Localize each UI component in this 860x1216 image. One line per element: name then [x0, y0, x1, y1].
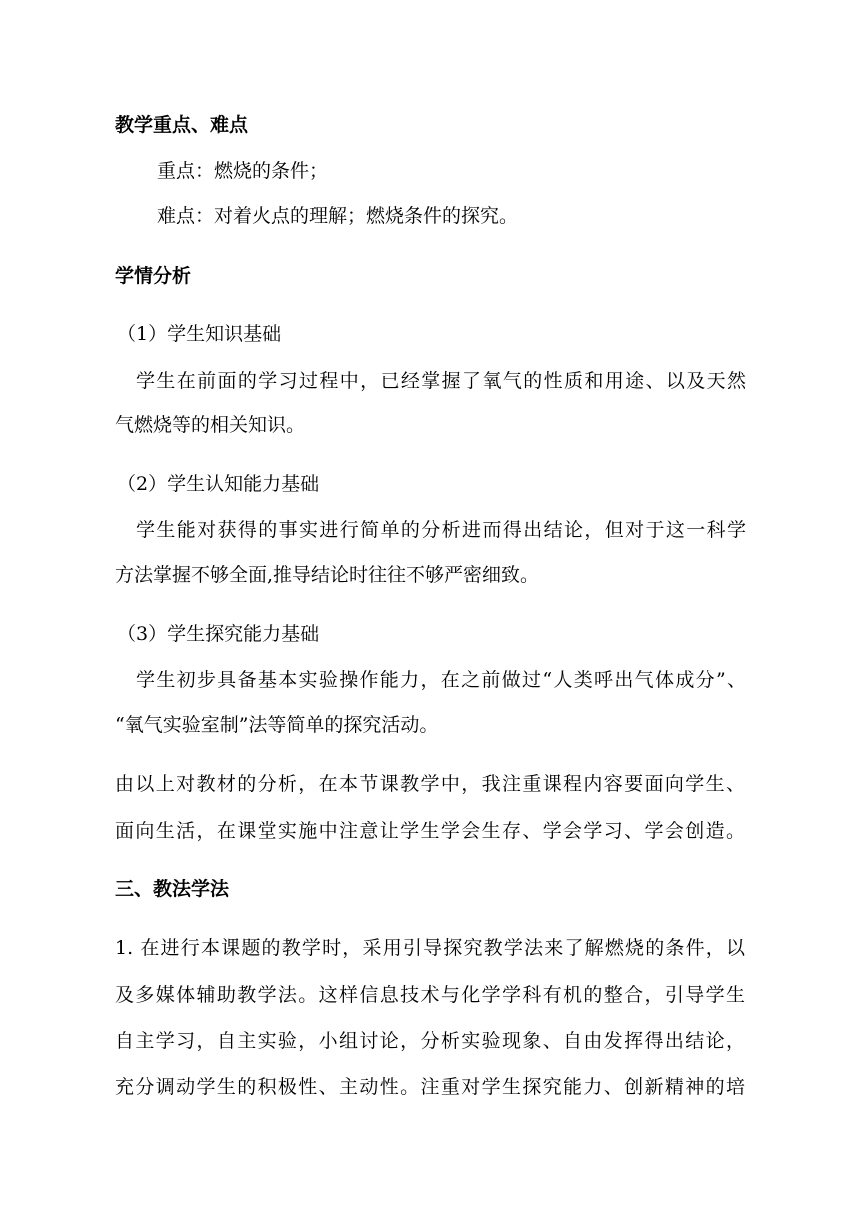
section-heading-key-points: 教学重点、难点: [115, 114, 249, 136]
summary-text-line: 面向生活，在课堂实施中注意让学生学会生存、学会学习、学会创造。: [115, 820, 745, 842]
item-text-line: “氧气实验室制”法等简单的探究活动。: [115, 714, 439, 736]
key-point-text: 重点：燃烧的条件；: [157, 160, 329, 182]
summary-text-line: 由以上对教材的分析，在本节课教学中，我注重课程内容要面向学生、: [115, 773, 745, 795]
item-title-knowledge: （1）学生知识基础: [117, 323, 282, 345]
item-text-line: 学生能对获得的事实进行简单的分析进而得出结论，但对于这一科学: [136, 519, 746, 541]
item-text-line: 气燃烧等的相关知识。: [115, 414, 306, 436]
item-title-inquiry: （3）学生探究能力基础: [117, 623, 320, 645]
section-heading-student-analysis: 学情分析: [115, 265, 192, 287]
item-text-line: 学生初步具备基本实验操作能力，在之前做过“人类呼出气体成分”、: [136, 669, 746, 691]
methods-text-line: 1. 在进行本课题的教学时，采用引导探究教学法来了解燃烧的条件，以: [115, 937, 745, 959]
methods-text-line: 充分调动学生的积极性、主动性。注重对学生探究能力、创新精神的培: [115, 1076, 745, 1098]
methods-text-line: 自主学习，自主实验，小组讨论，分析实验现象、自由发挥得出结论，: [115, 1030, 745, 1052]
section-heading-methods: 三、教法学法: [115, 878, 230, 900]
difficult-point-text: 难点：对着火点的理解；燃烧条件的探究。: [157, 205, 519, 227]
item-text-line: 方法掌握不够全面,推导结论时往往不够严密细致。: [115, 564, 540, 586]
item-title-cognitive: （2）学生认知能力基础: [117, 473, 320, 495]
item-text-line: 学生在前面的学习过程中，已经掌握了氧气的性质和用途、以及天然: [136, 370, 746, 392]
methods-text-line: 及多媒体辅助教学法。这样信息技术与化学学科有机的整合，引导学生: [115, 984, 745, 1006]
